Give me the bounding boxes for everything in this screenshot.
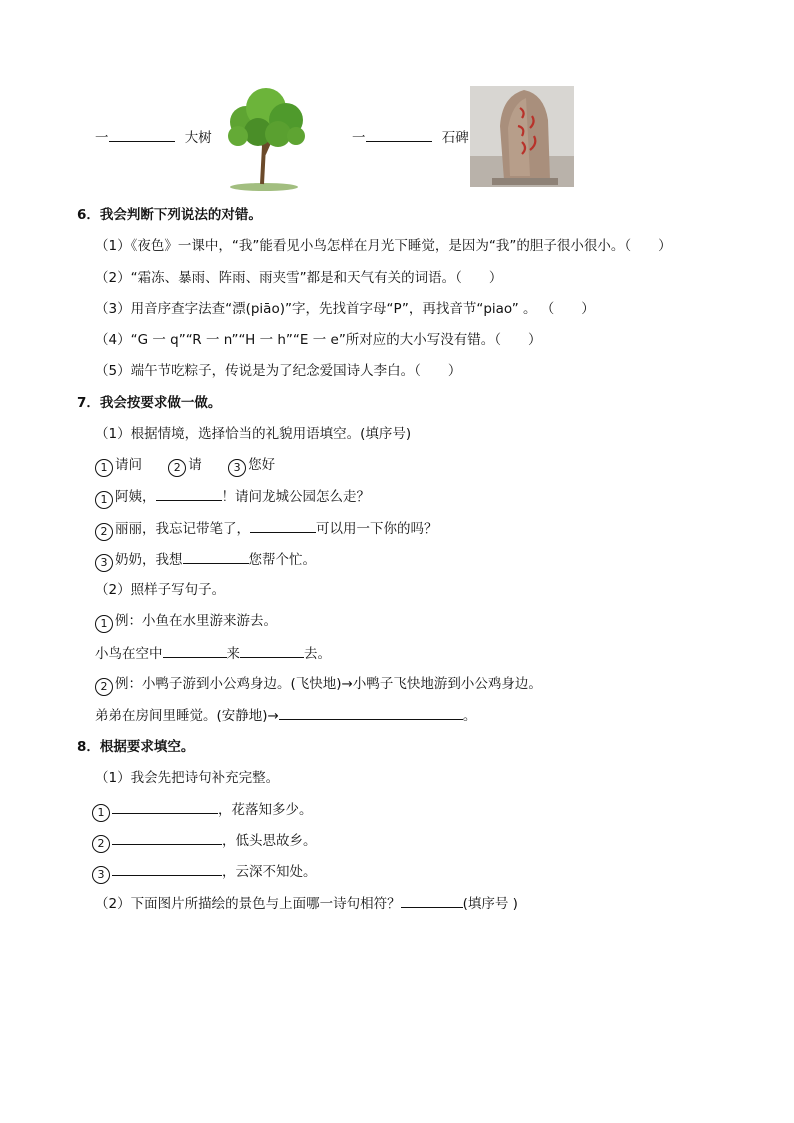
tree-measure-blank[interactable] <box>109 127 175 142</box>
q6-item-4: （4）“G 一 q”“R 一 n”“H 一 h”“E 一 e”所对应的大小写没有错。（ ） <box>95 332 542 348</box>
option-text: 请问 <box>115 457 142 473</box>
poem-text: ，低头思故乡。 <box>222 833 317 849</box>
circled-number: 1 <box>95 491 113 509</box>
q6-item-2: （2）“霜冻、暴雨、阵雨、雨夹雪”都是和天气有关的词语。（ ） <box>95 270 503 286</box>
measure-prefix: 一 <box>352 130 366 146</box>
q7-sub2: （2）照样子写句子。 <box>95 582 226 598</box>
stone-word: 石碑 <box>441 130 469 146</box>
circled-number: 1 <box>95 615 113 633</box>
q7-example-1 <box>95 611 277 633</box>
fill-text: 您帮个忙。 <box>248 552 316 568</box>
question-6-title: 6．我会判断下列说法的对错。 <box>77 207 262 223</box>
fill-text: ！请问龙城公园怎么走？ <box>221 489 370 505</box>
stone-measure-line <box>352 127 469 148</box>
circled-number: 3 <box>228 459 246 477</box>
circled-number: 2 <box>168 459 186 477</box>
poem-blank[interactable] <box>112 799 218 814</box>
task-text: 去。 <box>304 646 331 662</box>
fill-blank[interactable] <box>156 486 222 501</box>
task-text: 来 <box>226 646 240 662</box>
example-text: 例：小鸭子游到小公鸡身边。(飞快地)→小鸭子飞快地游到小公鸡身边。 <box>115 676 542 692</box>
question-text: （2）下面图片所描绘的景色与上面哪一诗句相符？ <box>95 896 401 912</box>
tree-measure-line <box>95 127 212 148</box>
poem-blank[interactable] <box>112 830 222 845</box>
tree-word: 大树 <box>184 130 212 146</box>
question-text: (填序号 ) <box>462 896 518 912</box>
poem-text: ，云深不知处。 <box>222 864 317 880</box>
fill-blank[interactable] <box>279 705 463 720</box>
q8-poem-1 <box>92 799 313 822</box>
q7-fill-2 <box>95 518 438 541</box>
fill-text: 阿姨， <box>115 489 156 505</box>
q8-sub1: （1）我会先把诗句补充完整。 <box>95 770 280 786</box>
q7-options <box>95 455 275 477</box>
question-7-title: 7．我会按要求做一做。 <box>77 395 222 411</box>
q7-example-1-task <box>95 643 331 664</box>
fill-text: 丽丽，我忘记带笔了， <box>115 521 250 537</box>
circled-number: 2 <box>95 523 113 541</box>
option-text: 请 <box>188 457 202 473</box>
stone-monument-image <box>470 86 574 187</box>
circled-number: 3 <box>92 866 110 884</box>
task-text: 弟弟在房间里睡觉。(安静地)→ <box>95 708 279 724</box>
poem-text: ，花落知多少。 <box>218 802 313 818</box>
circled-number: 2 <box>92 835 110 853</box>
task-text: 小鸟在空中 <box>95 646 163 662</box>
fill-blank[interactable] <box>183 549 249 564</box>
measure-prefix: 一 <box>95 130 109 146</box>
q8-poem-2 <box>92 830 317 853</box>
q8-sub2 <box>95 893 518 914</box>
circled-number: 1 <box>92 804 110 822</box>
q7-sub1: （1）根据情境，选择恰当的礼貌用语填空。(填序号) <box>95 426 412 442</box>
q7-fill-1 <box>95 486 370 509</box>
circled-number: 1 <box>95 459 113 477</box>
fill-blank[interactable] <box>250 518 316 533</box>
fill-blank[interactable] <box>163 643 227 658</box>
task-text: 。 <box>462 708 477 724</box>
example-text: 例：小鱼在水里游来游去。 <box>115 613 277 629</box>
poem-blank[interactable] <box>112 861 222 876</box>
q6-item-5: （5）端午节吃粽子，传说是为了纪念爱国诗人李白。（ ） <box>95 363 462 379</box>
q7-example-2-task <box>95 705 476 726</box>
option-text: 您好 <box>248 457 276 473</box>
q6-item-1: （1）《夜色》一课中，“我”能看见小鸟怎样在月光下睡觉，是因为“我”的胆子很小很小。（ ） <box>95 238 672 254</box>
fill-blank[interactable] <box>240 643 304 658</box>
fill-blank[interactable] <box>401 893 463 908</box>
q8-poem-3 <box>92 861 317 884</box>
q7-example-2 <box>95 674 542 696</box>
stone-measure-blank[interactable] <box>366 127 432 142</box>
tree-image <box>224 84 310 192</box>
q7-fill-3 <box>95 549 316 572</box>
question-8-title: 8．根据要求填空。 <box>77 739 195 755</box>
fill-text: 可以用一下你的吗？ <box>316 521 438 537</box>
circled-number: 2 <box>95 678 113 696</box>
circled-number: 3 <box>95 554 113 572</box>
fill-text: 奶奶，我想 <box>115 552 183 568</box>
q6-item-3: （3）用音序查字法查“漂(piāo)”字，先找首字母“P”，再找音节“piao” 。 （ ） <box>95 301 595 317</box>
